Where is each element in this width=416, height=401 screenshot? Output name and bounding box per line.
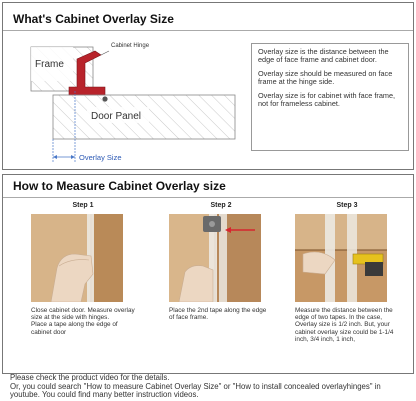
arrow-right-icon	[71, 155, 75, 159]
overlay-size-label: Overlay Size	[79, 153, 122, 162]
title-divider	[3, 30, 413, 31]
frame-label: Frame	[35, 59, 64, 70]
overlay-note: Overlay size is for cabinet with face frame, not for frameless cabinet.	[258, 90, 396, 109]
footer-note	[10, 374, 410, 400]
step-3-photo	[295, 214, 387, 302]
overlay-definition-panel	[2, 2, 414, 170]
overlay-note: Overlay size is the distance between the edge of face frame and cabinet door.	[258, 47, 389, 65]
step-1	[31, 202, 135, 336]
overlay-diagram	[13, 37, 241, 167]
step-instruction: Close cabinet door. Measure overlay size at the side with hinges.	[31, 307, 135, 322]
overlay-notes-box	[251, 43, 409, 151]
measure-instructions-panel	[2, 174, 414, 374]
footer-line: Please check the product video for the details.	[10, 373, 170, 382]
step-instruction: Place a tape along the edge of cabinet door	[31, 321, 118, 336]
overlay-section-title: What's Cabinet Overlay Size	[13, 12, 174, 26]
title-divider	[3, 197, 413, 198]
step-2-photo	[169, 214, 261, 302]
footer-line: Or, you could search "How to measure Cabinet Overlay Size" or "How to install concealed overlayhinges" in youtube. You could find many better instruction videos.	[10, 381, 381, 400]
measure-section-title: How to Measure Cabinet Overlay size	[13, 179, 226, 193]
step-3	[295, 202, 399, 343]
step-instruction: Place the 2nd tape along the edge of face frame.	[169, 307, 267, 322]
overlay-note: Overlay size should be measured on face frame at the hinge side.	[258, 68, 393, 87]
step-1-photo	[31, 214, 123, 302]
step-instruction: Measure the distance between the edge of two tapes. In the case, Overlay size is 1/2 inch. But, your cabinet overlay size could be 1-1/4 inch, 3/4 inch, 1 inch,	[295, 307, 394, 343]
arrow-left-icon	[53, 155, 57, 159]
door-panel-label: Door Panel	[91, 111, 142, 122]
hinge-label: Cabinet Hinge	[111, 43, 150, 49]
step-label: Step 2	[210, 202, 232, 209]
step-2	[169, 202, 273, 321]
step-label: Step 3	[336, 202, 358, 209]
step-label: Step 1	[72, 202, 94, 209]
